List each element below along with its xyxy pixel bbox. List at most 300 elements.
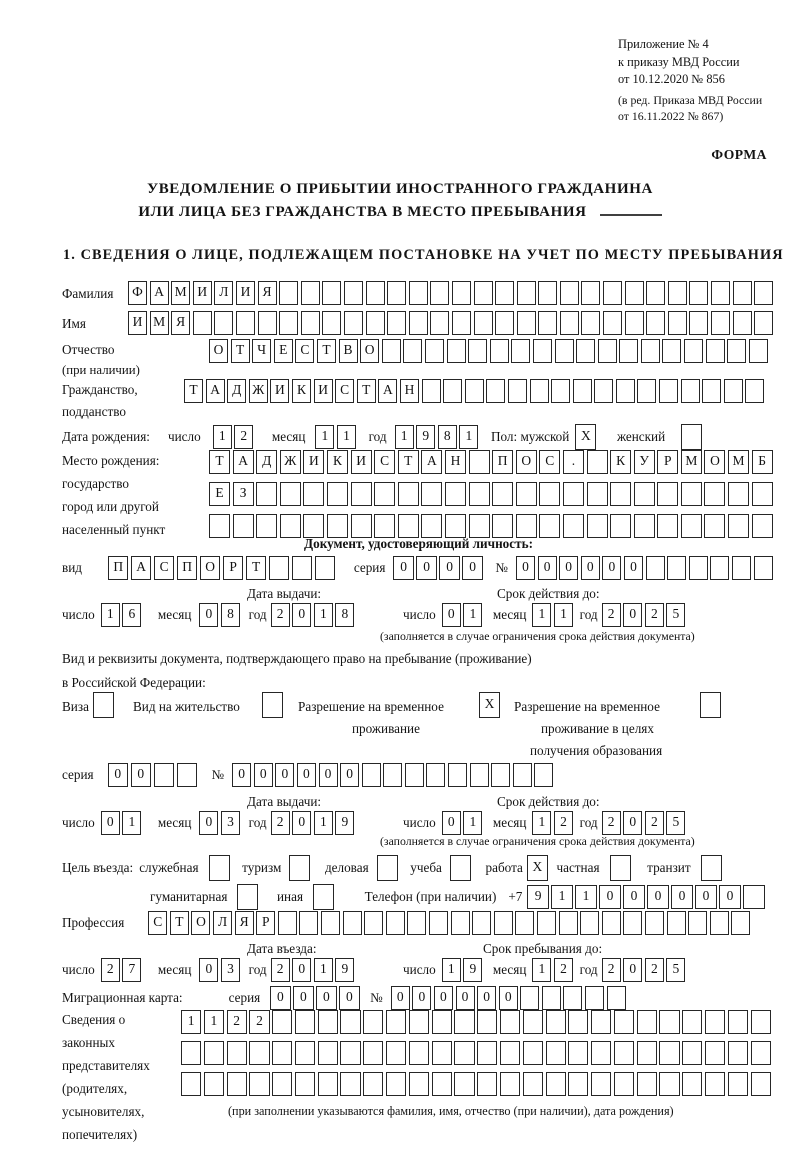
legal-char-box[interactable]	[751, 1041, 771, 1065]
given-name-char-box[interactable]: Я	[171, 311, 190, 335]
legal-char-box[interactable]	[386, 1041, 406, 1065]
patronymic-char-box[interactable]	[727, 339, 746, 363]
citizenship-char-box[interactable]	[551, 379, 570, 403]
birthplace-char-box[interactable]: .	[563, 450, 584, 474]
migration-series-box[interactable]: 0	[339, 986, 359, 1010]
given-name-char-box[interactable]	[603, 311, 622, 335]
migration-number-box[interactable]	[607, 986, 626, 1010]
surname-char-box[interactable]: И	[236, 281, 255, 305]
citizenship-char-box[interactable]	[702, 379, 721, 403]
legal-char-box[interactable]: 2	[249, 1010, 269, 1034]
legal-char-box[interactable]	[340, 1010, 360, 1034]
legal-char-box[interactable]	[340, 1041, 360, 1065]
legal-char-box[interactable]	[637, 1010, 657, 1034]
birthplace-char-box[interactable]	[752, 482, 773, 506]
legal-char-box[interactable]	[181, 1041, 201, 1065]
profession-char-box[interactable]	[731, 911, 750, 935]
id-valid-year-box[interactable]: 5	[666, 603, 685, 627]
legal-char-box[interactable]	[386, 1072, 406, 1096]
patronymic-char-box[interactable]: В	[339, 339, 358, 363]
profession-char-box[interactable]	[299, 911, 318, 935]
migration-number-box[interactable]: 0	[499, 986, 518, 1010]
surname-char-box[interactable]: М	[171, 281, 190, 305]
legal-char-box[interactable]	[591, 1041, 611, 1065]
birthplace-char-box[interactable]	[563, 514, 584, 538]
purpose-tourism-checkbox[interactable]	[289, 855, 310, 881]
purpose-private-checkbox[interactable]	[610, 855, 631, 881]
birthplace-char-box[interactable]: И	[303, 450, 324, 474]
entry-day-box[interactable]: 7	[122, 958, 141, 982]
profession-char-box[interactable]	[623, 911, 642, 935]
surname-char-box[interactable]	[452, 281, 471, 305]
migration-number-box[interactable]	[585, 986, 604, 1010]
id-doc-type-char-box[interactable]: Т	[246, 556, 266, 580]
id-doc-number-box[interactable]	[710, 556, 729, 580]
migration-number-box[interactable]	[520, 986, 539, 1010]
legal-char-box[interactable]	[272, 1010, 292, 1034]
legal-char-box[interactable]	[272, 1041, 292, 1065]
profession-char-box[interactable]	[429, 911, 448, 935]
legal-char-box[interactable]	[659, 1010, 679, 1034]
legal-char-box[interactable]	[751, 1072, 771, 1096]
legal-char-box[interactable]	[500, 1010, 520, 1034]
legal-char-box[interactable]	[386, 1010, 406, 1034]
birthplace-char-box[interactable]	[587, 482, 608, 506]
birthplace-char-box[interactable]	[728, 514, 749, 538]
stay-year-box[interactable]: 2	[602, 958, 621, 982]
legal-char-box[interactable]	[614, 1072, 634, 1096]
id-doc-type-char-box[interactable]: Р	[223, 556, 243, 580]
profession-char-box[interactable]	[472, 911, 491, 935]
purpose-humanitarian-checkbox[interactable]	[237, 884, 258, 910]
profession-char-box[interactable]	[580, 911, 599, 935]
profession-char-box[interactable]	[559, 911, 578, 935]
given-name-char-box[interactable]: М	[150, 311, 169, 335]
birthplace-char-box[interactable]	[303, 514, 324, 538]
birthplace-char-box[interactable]	[398, 514, 419, 538]
birthplace-char-box[interactable]	[351, 482, 372, 506]
birthplace-char-box[interactable]: Б	[752, 450, 773, 474]
birthplace-char-box[interactable]: С	[374, 450, 395, 474]
surname-char-box[interactable]	[517, 281, 536, 305]
id-doc-number-box[interactable]: 0	[516, 556, 535, 580]
surname-char-box[interactable]	[366, 281, 385, 305]
patronymic-char-box[interactable]: Е	[274, 339, 293, 363]
phone-digit-box[interactable]: 0	[671, 885, 692, 909]
patronymic-char-box[interactable]: Т	[231, 339, 250, 363]
birthplace-char-box[interactable]	[280, 514, 301, 538]
birthplace-char-box[interactable]: Ж	[280, 450, 301, 474]
legal-char-box[interactable]	[363, 1010, 383, 1034]
birth-month-box[interactable]: 1	[337, 425, 356, 449]
legal-char-box[interactable]: 2	[227, 1010, 247, 1034]
birthplace-char-box[interactable]	[563, 482, 584, 506]
id-valid-year-box[interactable]: 2	[602, 603, 621, 627]
id-doc-series-box[interactable]: 0	[439, 556, 459, 580]
legal-char-box[interactable]	[204, 1072, 224, 1096]
phone-digit-box[interactable]: 9	[527, 885, 548, 909]
legal-char-box[interactable]	[546, 1072, 566, 1096]
id-doc-number-box[interactable]	[646, 556, 665, 580]
legal-char-box[interactable]	[500, 1041, 520, 1065]
entry-month-box[interactable]: 0	[199, 958, 218, 982]
id-valid-month-box[interactable]: 1	[554, 603, 573, 627]
migration-number-box[interactable]	[542, 986, 561, 1010]
resdoc-number-box[interactable]: 0	[319, 763, 338, 787]
stay-day-box[interactable]: 9	[463, 958, 482, 982]
profession-char-box[interactable]	[407, 911, 426, 935]
birthplace-char-box[interactable]: И	[351, 450, 372, 474]
resdoc-series-box[interactable]	[177, 763, 197, 787]
resdoc-series-box[interactable]: 0	[108, 763, 128, 787]
profession-char-box[interactable]	[494, 911, 513, 935]
legal-char-box[interactable]	[318, 1010, 338, 1034]
profession-char-box[interactable]	[688, 911, 707, 935]
phone-digit-box[interactable]: 0	[599, 885, 620, 909]
purpose-work-checkbox[interactable]: X	[527, 855, 548, 881]
surname-char-box[interactable]	[387, 281, 406, 305]
birth-day-box[interactable]: 1	[213, 425, 232, 449]
citizenship-char-box[interactable]	[508, 379, 527, 403]
surname-char-box[interactable]	[689, 281, 708, 305]
citizenship-char-box[interactable]	[659, 379, 678, 403]
citizenship-char-box[interactable]: Т	[184, 379, 203, 403]
legal-char-box[interactable]	[728, 1041, 748, 1065]
legal-char-box[interactable]	[432, 1010, 452, 1034]
patronymic-char-box[interactable]	[684, 339, 703, 363]
given-name-char-box[interactable]	[711, 311, 730, 335]
resdoc-number-box[interactable]: 0	[232, 763, 251, 787]
surname-char-box[interactable]	[733, 281, 752, 305]
birthplace-char-box[interactable]	[445, 514, 466, 538]
birthplace-char-box[interactable]: З	[233, 482, 254, 506]
birthplace-char-box[interactable]: А	[421, 450, 442, 474]
surname-char-box[interactable]	[668, 281, 687, 305]
birthplace-char-box[interactable]	[398, 482, 419, 506]
resdoc-issue-year-box[interactable]: 1	[314, 811, 333, 835]
surname-char-box[interactable]	[344, 281, 363, 305]
given-name-char-box[interactable]	[409, 311, 428, 335]
birthplace-char-box[interactable]	[752, 514, 773, 538]
resdoc-number-box[interactable]: 0	[275, 763, 294, 787]
birthplace-char-box[interactable]	[681, 482, 702, 506]
surname-char-box[interactable]	[538, 281, 557, 305]
patronymic-char-box[interactable]	[576, 339, 595, 363]
patronymic-char-box[interactable]	[468, 339, 487, 363]
citizenship-char-box[interactable]: Н	[400, 379, 419, 403]
legal-char-box[interactable]	[637, 1072, 657, 1096]
profession-char-box[interactable]	[278, 911, 297, 935]
patronymic-char-box[interactable]	[662, 339, 681, 363]
birth-year-box[interactable]: 1	[459, 425, 478, 449]
migration-number-box[interactable]: 0	[434, 986, 453, 1010]
resdoc-issue-day-box[interactable]: 1	[122, 811, 141, 835]
legal-char-box[interactable]	[500, 1072, 520, 1096]
resdoc-valid-day-box[interactable]: 1	[463, 811, 482, 835]
birthplace-char-box[interactable]: А	[233, 450, 254, 474]
profession-char-box[interactable]: С	[148, 911, 167, 935]
profession-char-box[interactable]	[321, 911, 340, 935]
stay-month-box[interactable]: 1	[532, 958, 551, 982]
given-name-char-box[interactable]	[301, 311, 320, 335]
purpose-business-checkbox[interactable]	[377, 855, 398, 881]
legal-char-box[interactable]	[751, 1010, 771, 1034]
birthplace-char-box[interactable]	[516, 482, 537, 506]
given-name-char-box[interactable]	[258, 311, 277, 335]
id-valid-day-box[interactable]: 0	[442, 603, 461, 627]
temp-residence-checkbox[interactable]: X	[479, 692, 500, 718]
sex-female-checkbox[interactable]	[681, 424, 702, 450]
resdoc-valid-year-box[interactable]: 2	[602, 811, 621, 835]
legal-char-box[interactable]	[477, 1010, 497, 1034]
id-doc-type-char-box[interactable]	[269, 556, 289, 580]
surname-char-box[interactable]	[603, 281, 622, 305]
surname-char-box[interactable]	[322, 281, 341, 305]
birthplace-char-box[interactable]	[657, 482, 678, 506]
given-name-char-box[interactable]: И	[128, 311, 147, 335]
surname-char-box[interactable]: Ф	[128, 281, 147, 305]
birthplace-char-box[interactable]	[374, 482, 395, 506]
legal-char-box[interactable]	[409, 1041, 429, 1065]
id-issue-month-box[interactable]: 0	[199, 603, 218, 627]
legal-char-box[interactable]	[454, 1010, 474, 1034]
given-name-char-box[interactable]	[430, 311, 449, 335]
legal-char-box[interactable]	[659, 1072, 679, 1096]
citizenship-char-box[interactable]	[486, 379, 505, 403]
id-issue-month-box[interactable]: 8	[221, 603, 240, 627]
phone-digit-box[interactable]: 0	[623, 885, 644, 909]
stay-year-box[interactable]: 0	[623, 958, 642, 982]
id-doc-type-char-box[interactable]: А	[131, 556, 151, 580]
surname-char-box[interactable]: А	[150, 281, 169, 305]
resdoc-number-box[interactable]: 0	[297, 763, 316, 787]
profession-char-box[interactable]	[667, 911, 686, 935]
birthplace-char-box[interactable]: С	[539, 450, 560, 474]
legal-char-box[interactable]	[249, 1041, 269, 1065]
given-name-char-box[interactable]	[236, 311, 255, 335]
resdoc-issue-month-box[interactable]: 3	[221, 811, 240, 835]
legal-char-box[interactable]	[409, 1072, 429, 1096]
id-issue-day-box[interactable]: 1	[101, 603, 120, 627]
birthplace-char-box[interactable]	[681, 514, 702, 538]
legal-char-box[interactable]	[432, 1072, 452, 1096]
phone-digit-box[interactable]: 1	[551, 885, 572, 909]
legal-char-box[interactable]	[477, 1072, 497, 1096]
resdoc-number-box[interactable]	[405, 763, 424, 787]
legal-char-box[interactable]	[637, 1041, 657, 1065]
legal-char-box[interactable]	[227, 1041, 247, 1065]
given-name-char-box[interactable]	[754, 311, 773, 335]
migration-series-box[interactable]: 0	[293, 986, 313, 1010]
given-name-char-box[interactable]	[344, 311, 363, 335]
legal-char-box[interactable]	[705, 1072, 725, 1096]
id-valid-year-box[interactable]: 0	[623, 603, 642, 627]
id-issue-year-box[interactable]: 0	[292, 603, 311, 627]
profession-char-box[interactable]: Т	[170, 911, 189, 935]
given-name-char-box[interactable]	[689, 311, 708, 335]
birthplace-char-box[interactable]	[327, 514, 348, 538]
migration-series-box[interactable]: 0	[316, 986, 336, 1010]
surname-char-box[interactable]	[560, 281, 579, 305]
patronymic-char-box[interactable]	[598, 339, 617, 363]
birthplace-char-box[interactable]: Т	[209, 450, 230, 474]
id-doc-type-char-box[interactable]	[292, 556, 312, 580]
given-name-char-box[interactable]	[279, 311, 298, 335]
patronymic-char-box[interactable]	[533, 339, 552, 363]
birthplace-char-box[interactable]: Н	[445, 450, 466, 474]
id-doc-type-char-box[interactable]: П	[177, 556, 197, 580]
id-doc-series-box[interactable]: 0	[416, 556, 436, 580]
birthplace-char-box[interactable]: О	[516, 450, 537, 474]
given-name-char-box[interactable]	[322, 311, 341, 335]
birthplace-char-box[interactable]	[209, 514, 230, 538]
id-doc-type-char-box[interactable]: П	[108, 556, 128, 580]
surname-char-box[interactable]	[495, 281, 514, 305]
legal-char-box[interactable]	[614, 1010, 634, 1034]
resdoc-valid-year-box[interactable]: 0	[623, 811, 642, 835]
birthplace-char-box[interactable]: Д	[256, 450, 277, 474]
legal-char-box[interactable]	[454, 1041, 474, 1065]
birthplace-char-box[interactable]	[587, 514, 608, 538]
profession-char-box[interactable]	[451, 911, 470, 935]
birth-day-box[interactable]: 2	[234, 425, 253, 449]
legal-char-box[interactable]	[181, 1072, 201, 1096]
profession-char-box[interactable]: Л	[213, 911, 232, 935]
legal-char-box[interactable]	[204, 1041, 224, 1065]
citizenship-char-box[interactable]	[422, 379, 441, 403]
profession-char-box[interactable]	[386, 911, 405, 935]
legal-char-box[interactable]	[227, 1072, 247, 1096]
citizenship-char-box[interactable]	[616, 379, 635, 403]
legal-char-box[interactable]	[249, 1072, 269, 1096]
profession-char-box[interactable]	[645, 911, 664, 935]
surname-char-box[interactable]	[430, 281, 449, 305]
resdoc-number-box[interactable]	[383, 763, 402, 787]
purpose-study-checkbox[interactable]	[450, 855, 471, 881]
citizenship-char-box[interactable]: Т	[357, 379, 376, 403]
legal-char-box[interactable]	[591, 1010, 611, 1034]
id-doc-series-box[interactable]: 0	[393, 556, 413, 580]
id-valid-year-box[interactable]: 2	[645, 603, 664, 627]
legal-char-box[interactable]	[728, 1072, 748, 1096]
id-issue-year-box[interactable]: 8	[335, 603, 354, 627]
legal-char-box[interactable]	[568, 1072, 588, 1096]
surname-char-box[interactable]	[581, 281, 600, 305]
migration-number-box[interactable]: 0	[412, 986, 431, 1010]
citizenship-char-box[interactable]	[443, 379, 462, 403]
residence-permit-checkbox[interactable]	[262, 692, 283, 718]
birthplace-char-box[interactable]	[374, 514, 395, 538]
birthplace-char-box[interactable]	[657, 514, 678, 538]
resdoc-number-box[interactable]	[470, 763, 489, 787]
resdoc-series-box[interactable]	[154, 763, 174, 787]
birthplace-char-box[interactable]	[587, 450, 608, 474]
birthplace-char-box[interactable]	[303, 482, 324, 506]
given-name-char-box[interactable]	[668, 311, 687, 335]
legal-char-box[interactable]: 1	[181, 1010, 201, 1034]
patronymic-char-box[interactable]	[555, 339, 574, 363]
patronymic-char-box[interactable]: С	[295, 339, 314, 363]
sex-male-checkbox[interactable]: X	[575, 424, 596, 450]
birthplace-char-box[interactable]: К	[610, 450, 631, 474]
legal-char-box[interactable]	[546, 1010, 566, 1034]
surname-char-box[interactable]: Я	[258, 281, 277, 305]
birthplace-char-box[interactable]	[492, 514, 513, 538]
profession-char-box[interactable]	[602, 911, 621, 935]
birthplace-char-box[interactable]: К	[327, 450, 348, 474]
legal-char-box[interactable]	[295, 1041, 315, 1065]
profession-char-box[interactable]: О	[191, 911, 210, 935]
birth-year-box[interactable]: 8	[438, 425, 457, 449]
legal-char-box[interactable]	[363, 1041, 383, 1065]
citizenship-char-box[interactable]	[594, 379, 613, 403]
entry-year-box[interactable]: 0	[292, 958, 311, 982]
patronymic-char-box[interactable]	[403, 339, 422, 363]
legal-char-box[interactable]	[591, 1072, 611, 1096]
birthplace-char-box[interactable]	[256, 482, 277, 506]
birthplace-char-box[interactable]: О	[704, 450, 725, 474]
patronymic-char-box[interactable]	[490, 339, 509, 363]
birthplace-char-box[interactable]	[327, 482, 348, 506]
stay-day-box[interactable]: 1	[442, 958, 461, 982]
birthplace-char-box[interactable]	[610, 482, 631, 506]
entry-day-box[interactable]: 2	[101, 958, 120, 982]
legal-char-box[interactable]	[363, 1072, 383, 1096]
resdoc-number-box[interactable]	[491, 763, 510, 787]
resdoc-number-box[interactable]	[534, 763, 553, 787]
migration-number-box[interactable]: 0	[477, 986, 496, 1010]
birthplace-char-box[interactable]	[516, 514, 537, 538]
given-name-char-box[interactable]	[581, 311, 600, 335]
birthplace-char-box[interactable]	[469, 482, 490, 506]
migration-number-box[interactable]	[563, 986, 582, 1010]
id-issue-year-box[interactable]: 2	[271, 603, 290, 627]
citizenship-char-box[interactable]: И	[270, 379, 289, 403]
birthplace-char-box[interactable]	[351, 514, 372, 538]
surname-char-box[interactable]	[625, 281, 644, 305]
surname-char-box[interactable]	[754, 281, 773, 305]
legal-char-box[interactable]	[318, 1072, 338, 1096]
citizenship-char-box[interactable]: А	[206, 379, 225, 403]
resdoc-valid-month-box[interactable]: 1	[532, 811, 551, 835]
profession-char-box[interactable]	[343, 911, 362, 935]
birthplace-char-box[interactable]	[539, 482, 560, 506]
legal-char-box[interactable]	[272, 1072, 292, 1096]
patronymic-char-box[interactable]: О	[209, 339, 228, 363]
id-valid-month-box[interactable]: 1	[532, 603, 551, 627]
birthplace-char-box[interactable]	[421, 482, 442, 506]
given-name-char-box[interactable]	[733, 311, 752, 335]
id-doc-number-box[interactable]: 0	[581, 556, 600, 580]
given-name-char-box[interactable]	[366, 311, 385, 335]
id-valid-day-box[interactable]: 1	[463, 603, 482, 627]
legal-char-box[interactable]	[340, 1072, 360, 1096]
birthplace-char-box[interactable]	[421, 514, 442, 538]
legal-char-box[interactable]	[295, 1010, 315, 1034]
id-doc-series-box[interactable]: 0	[462, 556, 482, 580]
purpose-other-checkbox[interactable]	[313, 884, 334, 910]
birthplace-char-box[interactable]: У	[634, 450, 655, 474]
patronymic-char-box[interactable]	[425, 339, 444, 363]
patronymic-char-box[interactable]: Т	[317, 339, 336, 363]
citizenship-char-box[interactable]	[745, 379, 764, 403]
surname-char-box[interactable]	[474, 281, 493, 305]
patronymic-char-box[interactable]	[511, 339, 530, 363]
birthplace-char-box[interactable]: М	[728, 450, 749, 474]
patronymic-char-box[interactable]	[749, 339, 768, 363]
resdoc-number-box[interactable]: 0	[340, 763, 359, 787]
given-name-char-box[interactable]	[517, 311, 536, 335]
